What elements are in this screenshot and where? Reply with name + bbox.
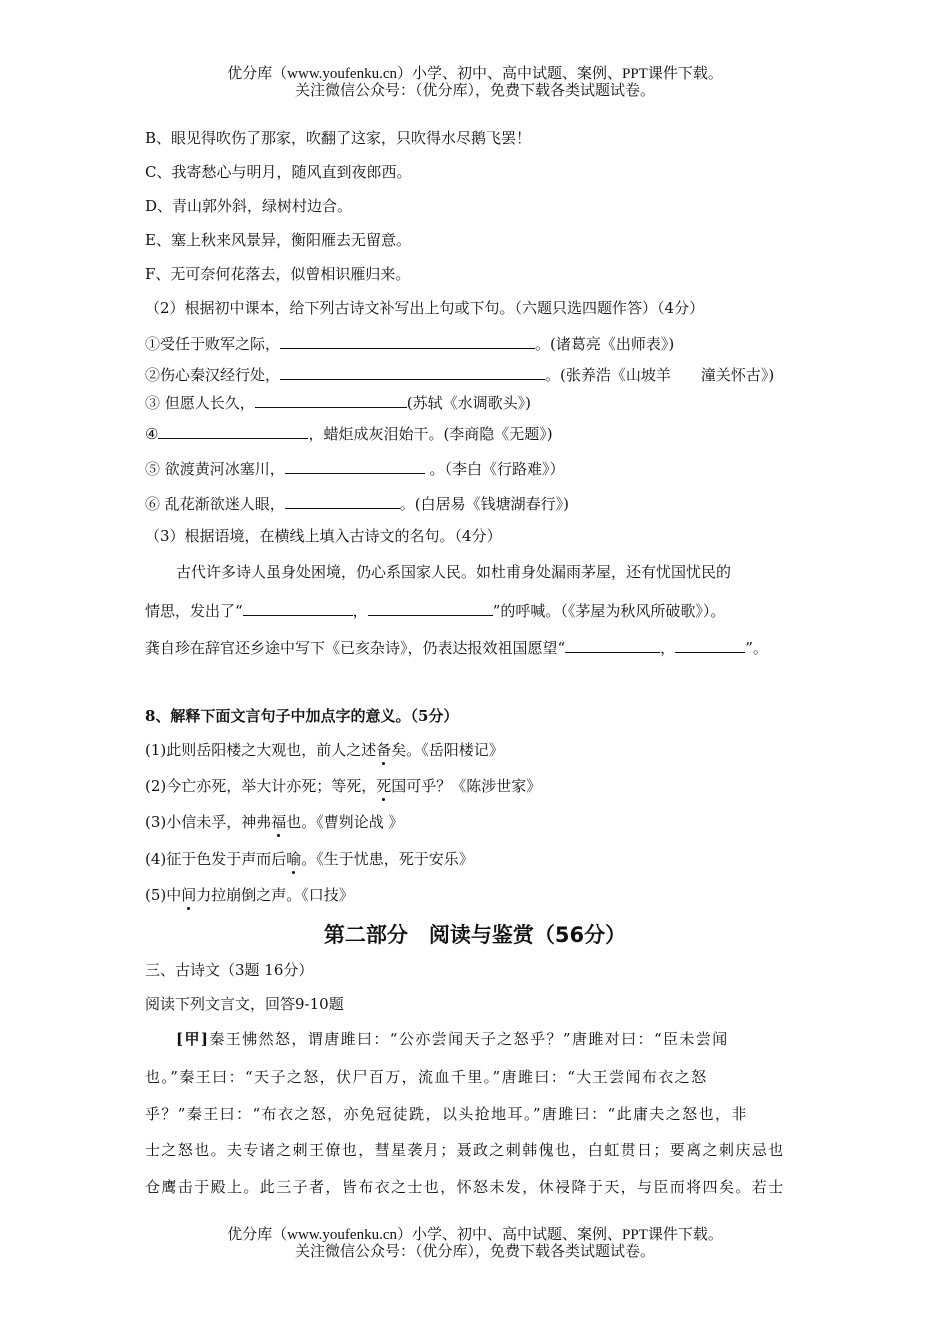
q7-2-item-3 <box>145 391 531 413</box>
answer-blank-7[interactable] <box>243 599 353 616</box>
page-header <box>0 66 950 100</box>
q7-3-paragraph-1: 古代许多诗人虽身处困境，仍心系国家人民。如杜甫身处漏雨茅屋，还有忧国忧民的 <box>176 563 732 581</box>
answer-blank-3[interactable] <box>255 391 407 408</box>
p3-comma: ， <box>660 639 676 657</box>
q8-s5-text: (5)中 <box>145 886 182 904</box>
passage-line-2: 也。”秦王曰：“天子之怒，伏尸百万，流血千里。”唐雎曰：“大王尝闻布衣之怒 <box>145 1068 708 1086</box>
answer-blank-6[interactable] <box>285 492 400 509</box>
item-5-post: 。（李白《行路难》） <box>424 460 565 478</box>
q8-s3-source: 也。《曹刿论战 》 <box>286 813 404 831</box>
option-d: D、青山郭外斜，绿树村边合。 <box>145 197 353 215</box>
q8-s4-dotted-char: 喻 <box>286 850 302 868</box>
q7-3-paragraph-3 <box>145 636 768 658</box>
answer-blank-8[interactable] <box>368 599 493 616</box>
item-1-pre: ①受任于败军之际， <box>145 335 281 353</box>
footer-line-2: 关注微信公众号：（优分库），免费下载各类试题试卷。 <box>294 1244 655 1260</box>
answer-blank-10[interactable] <box>675 636 745 653</box>
p2-start: 情思，发出了“ <box>145 602 243 620</box>
q7-2-item-4 <box>145 422 553 444</box>
item-6-post: 。(白居易《钱塘湖春行》) <box>399 495 569 513</box>
p2-end: ”的呼喊。（《茅屋为秋风所破歌》）。 <box>492 602 726 620</box>
q8-s3-text: (3)小信未孚，神弗 <box>145 813 272 831</box>
passage-line-1 <box>176 1029 729 1049</box>
p3-end: ”。 <box>745 639 768 657</box>
footer-line-1: 优分库（www.youfenku.cn）小学、初中、高中试题、案例、PPT课件下载。 <box>227 1227 723 1243</box>
q8-s4-text: (4)征于色发于声而后 <box>145 850 287 868</box>
q7-2-item-1 <box>145 332 674 354</box>
header-line-1: 优分库（www.youfenku.cn）小学、初中、高中试题、案例、PPT课件下载。 <box>227 66 723 82</box>
q8-s1-dotted-char: 备 <box>376 741 392 759</box>
q8-sentence-4 <box>145 849 474 869</box>
option-f: F、无可奈何花落去，似曾相识雁归来。 <box>145 265 411 283</box>
item-3-post: (苏轼《水调歌头》) <box>406 394 531 412</box>
header-line-2: 关注微信公众号：（优分库），免费下载各类试题试卷。 <box>294 83 655 99</box>
q7-2-item-6 <box>145 492 569 514</box>
q8-sentence-2 <box>145 776 541 796</box>
q8-s5-source: 力拉崩倒之声。《口技》 <box>196 886 354 904</box>
item-2-pre: ②伤心秦汉经行处， <box>145 366 281 384</box>
item-3-pre: ③ 但愿人长久， <box>145 394 255 412</box>
section-title: 三、古诗文（3题 16分） <box>145 961 314 979</box>
answer-blank-2[interactable] <box>280 363 545 380</box>
q8-s2-source: 国可乎？《陈涉世家》 <box>391 777 542 795</box>
passage-line-3: 乎？”秦王曰：“布衣之怒，亦免冠徒跣，以头抢地耳。”唐雎曰：“此庸夫之怒也，非 <box>145 1105 748 1123</box>
answer-blank-5[interactable] <box>285 457 425 474</box>
item-1-post: 。(诸葛亮《出师表》) <box>535 335 675 353</box>
q8-sentence-1 <box>145 740 504 760</box>
q8-title: 8、解释下面文言句子中加点字的意义。（5分） <box>145 707 459 725</box>
item-6-pre: ⑥ 乱花渐欲迷人眼， <box>145 495 285 513</box>
answer-blank-4[interactable] <box>158 422 308 439</box>
q8-s3-dotted-char: 福 <box>271 813 287 831</box>
q8-s1-text: (1)此则岳阳楼之大观也，前人之述 <box>145 741 377 759</box>
passage-line-5: 仓鹰击于殿上。此三子者，皆布衣之士也，怀怒未发，休祲降于天，与臣而将四矣。若士 <box>145 1178 785 1196</box>
q8-s2-dotted-char: 死 <box>376 777 392 795</box>
passage-label: [甲] <box>176 1030 210 1048</box>
q8-s2-text: (2)今亡亦死，举大计亦死；等死， <box>145 777 377 795</box>
page-footer <box>0 1227 950 1261</box>
part-two-title: 第二部分 阅读与鉴赏（56分） <box>323 923 627 947</box>
p2-comma: ， <box>352 602 368 620</box>
q8-sentence-5 <box>145 885 354 905</box>
item-4-pre: ④ <box>145 425 159 443</box>
item-5-pre: ⑤ 欲渡黄河冰塞川， <box>145 460 285 478</box>
option-c: C、我寄愁心与明月，随风直到夜郎西。 <box>145 163 412 181</box>
passage-text-1: 秦王怫然怒，谓唐雎曰：“公亦尝闻天子之怒乎？”唐雎对曰：“臣未尝闻 <box>209 1030 729 1048</box>
reading-instruction: 阅读下列文言文，回答9-10题 <box>145 995 344 1013</box>
answer-blank-9[interactable] <box>565 636 660 653</box>
q8-s5-dotted-char: 间 <box>181 886 197 904</box>
item-4-post: ，蜡炬成灰泪始干。(李商隐《无题》) <box>308 425 553 443</box>
passage-line-4: 士之怒也。夫专诸之刺王僚也，彗星袭月；聂政之刺韩傀也，白虹贯日；要离之刺庆忌也 <box>145 1141 785 1159</box>
answer-blank-1[interactable] <box>280 332 535 349</box>
q7-2-item-2 <box>145 363 774 385</box>
q8-s4-source: 。《生于忧患，死于安乐》 <box>301 850 474 868</box>
q7-2-title: （2）根据初中课本，给下列古诗文补写出上句或下句。（六题只选四题作答）（4分） <box>145 299 705 317</box>
q7-2-item-5 <box>145 457 565 479</box>
q8-sentence-3 <box>145 812 404 832</box>
option-b: B、眼见得吹伤了那家，吹翻了这家，只吹得水尽鹅飞罢！ <box>145 129 532 147</box>
p3-start: 龚自珍在辞官还乡途中写下《已亥杂诗》，仍表达报效祖国愿望“ <box>145 639 566 657</box>
option-e: E、塞上秋来风景异，衡阳雁去无留意。 <box>145 231 411 249</box>
q7-3-paragraph-2 <box>145 599 725 621</box>
q8-s1-source: 矣。《岳阳楼记》 <box>391 741 504 759</box>
q7-3-title: （3）根据语境，在横线上填入古诗文的名句。（4分） <box>145 527 502 545</box>
item-2-post: 。(张养浩《山坡羊 潼关怀古》) <box>545 366 775 384</box>
